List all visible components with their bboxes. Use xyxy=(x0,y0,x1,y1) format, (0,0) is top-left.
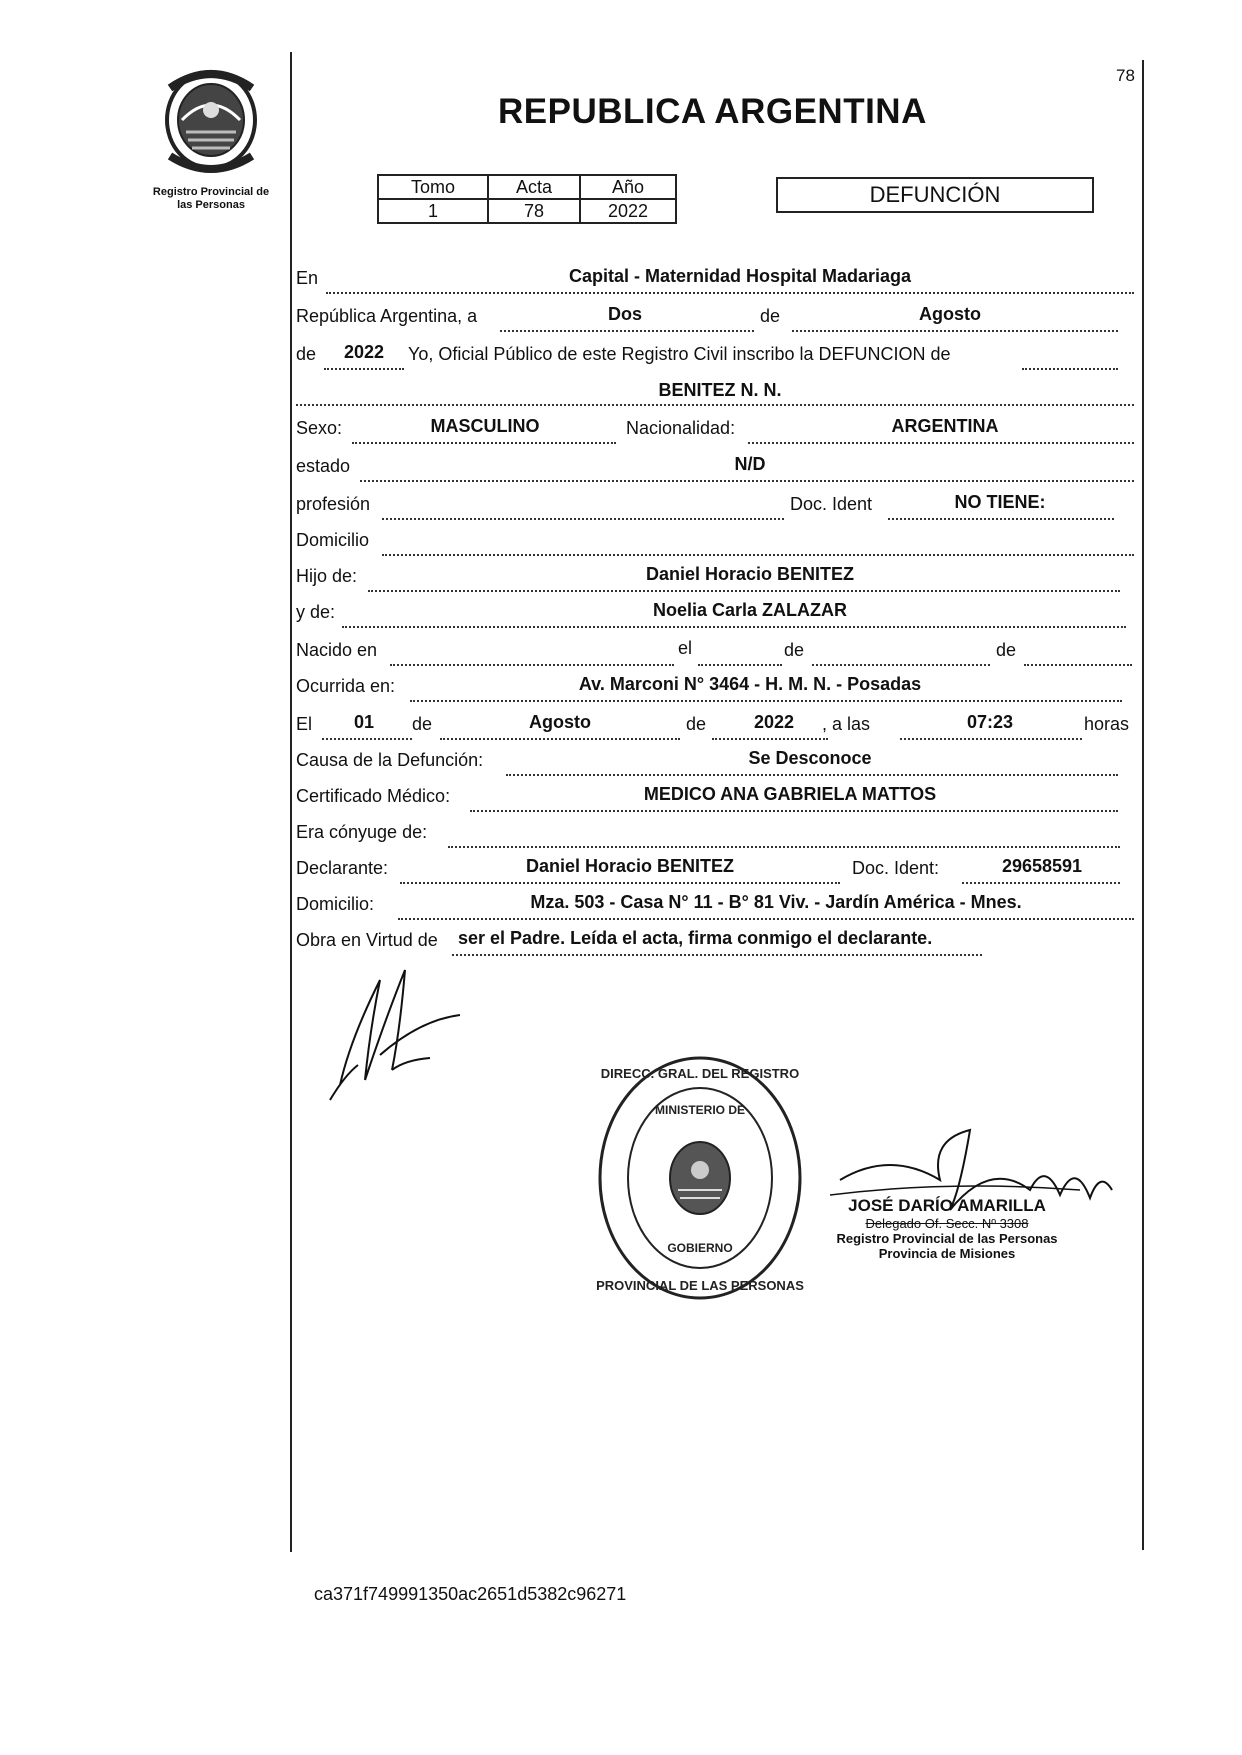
dotted-line xyxy=(326,292,1134,294)
official-role: Delegado Of. Secc. Nº 3308 xyxy=(865,1216,1029,1231)
doc-ident-declarante-value: 29658591 xyxy=(1001,856,1083,876)
label-nacido: Nacido en xyxy=(296,640,378,660)
death-year: 2022 xyxy=(753,712,795,732)
dotted-line xyxy=(398,918,1134,920)
official-stamp xyxy=(594,1052,806,1304)
dotted-line xyxy=(322,738,412,740)
dotted-line xyxy=(900,738,1082,740)
label-alas: , a las xyxy=(822,714,871,734)
day-value: Dos xyxy=(607,304,642,324)
month-value: Agosto xyxy=(919,304,981,324)
label-estado: estado xyxy=(296,456,351,476)
official-org-line2: Provincia de Misiones xyxy=(878,1246,1016,1261)
dotted-line xyxy=(410,700,1122,702)
ocurrida-value: Av. Marconi N° 3464 - H. M. N. - Posadas xyxy=(578,674,922,694)
label-doc-ident-declarante: Doc. Ident: xyxy=(852,858,940,878)
register-value-acta: 78 xyxy=(488,199,580,223)
obra-value: ser el Padre. Leída el acta, firma conmigo el declarante. xyxy=(458,928,933,948)
document-type-label: DEFUNCIÓN xyxy=(869,182,1001,207)
label-doc-ident: Doc. Ident xyxy=(790,494,873,514)
dotted-line xyxy=(400,882,840,884)
label-domicilio: Domicilio xyxy=(296,530,370,550)
dotted-line xyxy=(448,846,1120,848)
label-republica: República Argentina, a xyxy=(296,306,478,326)
dotted-line xyxy=(342,626,1126,628)
oficial-text: Yo, Oficial Público de este Registro Civil inscribo la DEFUNCION de xyxy=(408,344,951,364)
estado-value: N/D xyxy=(734,454,766,474)
deceased-name: BENITEZ N. N. xyxy=(658,380,782,400)
father-name: Daniel Horacio BENITEZ xyxy=(645,564,855,584)
page-title: REPUBLICA ARGENTINA xyxy=(498,92,927,131)
death-day: 01 xyxy=(353,712,375,732)
label-declarante: Declarante: xyxy=(296,858,389,878)
label-de: de xyxy=(760,306,781,326)
domicilio-declarante-value: Mza. 503 - Casa N° 11 - B° 81 Viv. - Jardín América - Mnes. xyxy=(530,892,1022,912)
label-de-death: de xyxy=(412,714,433,734)
official-block xyxy=(822,1196,1072,1261)
causa-value: Se Desconoce xyxy=(748,748,872,768)
dotted-line xyxy=(470,810,1118,812)
dotted-line xyxy=(500,330,754,332)
dotted-line xyxy=(352,442,616,444)
svg-text:MINISTERIO DE: MINISTERIO DE xyxy=(654,1103,746,1117)
document-type-box xyxy=(776,177,1094,213)
label-certificado: Certificado Médico: xyxy=(296,786,451,806)
register-table xyxy=(377,174,677,224)
label-ocurrida: Ocurrida en: xyxy=(296,676,396,696)
label-domicilio-declarante: Domicilio: xyxy=(296,894,375,914)
year-value: 2022 xyxy=(343,342,385,362)
dotted-line xyxy=(1022,368,1118,370)
dotted-line xyxy=(506,774,1118,776)
label-obra: Obra en Virtud de xyxy=(296,930,438,950)
death-month: Agosto xyxy=(529,712,591,732)
left-margin-line xyxy=(290,52,292,1552)
right-margin-line xyxy=(1142,60,1144,1550)
sexo-value: MASCULINO xyxy=(430,416,540,436)
dotted-line xyxy=(360,480,1134,482)
mother-name: Noelia Carla ZALAZAR xyxy=(652,600,848,620)
official-org-line1: Registro Provincial de las Personas xyxy=(836,1231,1058,1246)
official-name: JOSÉ DARÍO AMARILLA xyxy=(848,1196,1046,1215)
place-value: Capital - Maternidad Hospital Madariaga xyxy=(568,266,912,286)
label-horas: horas xyxy=(1084,714,1130,734)
dotted-line xyxy=(698,664,782,666)
dotted-line xyxy=(748,442,1134,444)
provincial-emblem-icon xyxy=(156,60,266,178)
register-header-acta: Acta xyxy=(488,175,580,199)
svg-text:DIRECC. GRAL. DEL REGISTRO: DIRECC. GRAL. DEL REGISTRO xyxy=(600,1066,800,1081)
dotted-line xyxy=(382,554,1134,556)
declarant-signature xyxy=(310,960,480,1120)
dotted-line xyxy=(712,738,828,740)
label-el-death: El xyxy=(296,714,313,734)
label-de-year: de xyxy=(296,344,317,364)
label-de-death2: de xyxy=(686,714,707,734)
label-causa: Causa de la Defunción: xyxy=(296,750,484,770)
register-value-anio: 2022 xyxy=(580,199,676,223)
label-hijo: Hijo de: xyxy=(296,566,358,586)
certificado-value: MEDICO ANA GABRIELA MATTOS xyxy=(643,784,937,804)
page-number: 78 xyxy=(1116,66,1135,85)
label-nacionalidad: Nacionalidad: xyxy=(626,418,736,438)
register-header-row xyxy=(378,175,676,199)
svg-text:GOBIERNO: GOBIERNO xyxy=(667,1241,733,1255)
label-sexo: Sexo: xyxy=(296,418,343,438)
label-en: En xyxy=(296,268,319,288)
svg-text:PROVINCIAL DE LAS PERSONAS: PROVINCIAL DE LAS PERSONAS xyxy=(596,1278,804,1293)
nacionalidad-value: ARGENTINA xyxy=(891,416,999,436)
seal-caption-line2: las Personas xyxy=(177,199,245,211)
dotted-line xyxy=(390,664,674,666)
dotted-line xyxy=(792,330,1118,332)
dotted-line xyxy=(888,518,1114,520)
register-header-anio: Año xyxy=(580,175,676,199)
label-profesion: profesión xyxy=(296,494,371,514)
seal-caption xyxy=(126,186,296,212)
dotted-line xyxy=(962,882,1120,884)
label-de-birth2: de xyxy=(996,640,1017,660)
label-de-birth: de xyxy=(784,640,805,660)
dotted-line xyxy=(440,738,680,740)
dotted-line xyxy=(812,664,990,666)
dotted-line xyxy=(382,518,784,520)
document-hash: ca371f749991350ac2651d5382c96271 xyxy=(314,1584,627,1604)
register-header-tomo: Tomo xyxy=(378,175,488,199)
label-el: el xyxy=(678,638,693,658)
dotted-line xyxy=(368,590,1120,592)
death-time: 07:23 xyxy=(966,712,1014,732)
dotted-line xyxy=(324,368,404,370)
dotted-line xyxy=(296,404,1134,406)
dotted-line xyxy=(452,954,982,956)
register-value-tomo: 1 xyxy=(378,199,488,223)
seal-caption-line1: Registro Provincial de xyxy=(152,186,270,198)
label-yde: y de: xyxy=(296,602,336,622)
register-value-row xyxy=(378,199,676,223)
doc-ident-value: NO TIENE: xyxy=(954,492,1046,512)
label-conyuge: Era cónyuge de: xyxy=(296,822,428,842)
dotted-line xyxy=(1024,664,1132,666)
declarante-value: Daniel Horacio BENITEZ xyxy=(525,856,735,876)
